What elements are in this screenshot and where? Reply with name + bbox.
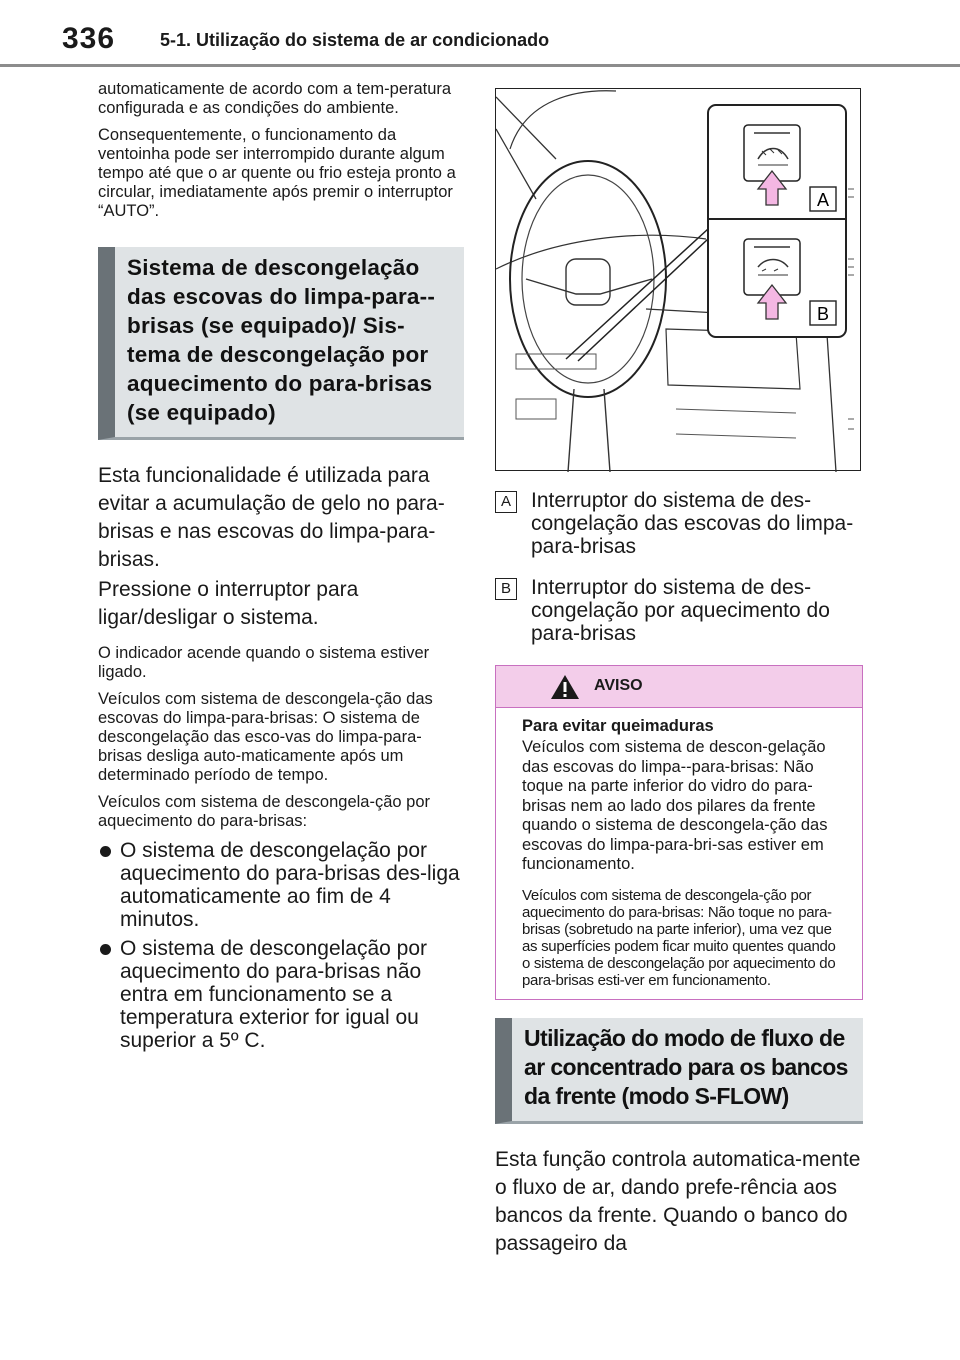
- section-heading-2: Utilização do modo de fluxo de ar concentrado para os bancos da frente (modo S-FLOW): [524, 1024, 848, 1109]
- body-paragraph-s-flow: Esta função controla automatica-mente o fluxo de ar, dando prefe-rência aos bancos da frente. Quando o banco do passageiro da: [495, 1147, 861, 1255]
- legend-text-b: Interruptor do sistema de des-congelação por aquecimento do para-brisas: [531, 576, 830, 645]
- section-heading-box: [98, 247, 464, 440]
- warning-box: [495, 665, 863, 1000]
- callout-label-a: A: [816, 190, 830, 210]
- page-number: 336: [62, 22, 116, 55]
- warning-body: [496, 708, 862, 999]
- section-heading-box-2: [495, 1018, 863, 1124]
- note-wiper-deicer: Veículos com sistema de descongela-ção das escovas do limpa-para-brisas: O sistema de descongelação das esco-vas do limpa-para-brisas desliga auto-maticamente após um determinado período de tempo.: [98, 690, 433, 784]
- bullet-dot-icon: [100, 846, 111, 857]
- bullet-dot-icon: [100, 944, 111, 955]
- list-item: O sistema de descongelação por aquecimento do para-brisas des-liga automaticamente ao fim de 4 minutos.: [98, 839, 464, 931]
- list-item: O sistema de descongelação por aquecimento do para-brisas não entra em funcionamento se a temperatura exterior for igual ou superior a 5º C.: [98, 937, 464, 1052]
- legend-text-a: Interruptor do sistema de des-congelação das escovas do limpa-para-brisas: [531, 489, 854, 558]
- warning-label: AVISO: [594, 677, 643, 694]
- body-paragraph-1: Esta funcionalidade é utilizada para evitar a acumulação de gelo no para-brisas e nas escovas do limpa-para-brisas.: [98, 464, 445, 571]
- legend-item-a: [495, 489, 863, 558]
- intro-paragraph-1: automaticamente de acordo com a tem-peratura configurada e as condições do ambiente.: [98, 80, 452, 117]
- header-divider: [0, 64, 960, 67]
- note-indicator: O indicador acende quando o sistema estiver ligado.: [98, 644, 430, 681]
- intro-paragraph-2: Consequentemente, o funcionamento da ventoinha pode ser interrompido durante algum tempo até que o ar quente ou frio esteja pronto a circular, imediatamente após premir o interruptor “AUTO”.: [98, 126, 456, 220]
- warning-paragraph-2: Veículos com sistema de descongela-ção por aquecimento do para-brisas: Não toque no para-brisas (sobretudo na parte inferior), uma vez que as superfícies podem ficar muito quentes quando o sistema de descongelação por aquecimento do para-brisas esti-ver em funcionamento.: [522, 886, 836, 989]
- legend-letter-b: B: [495, 578, 517, 600]
- legend-item-b: [495, 576, 863, 645]
- body-paragraph-2: Pressione o interruptor para ligar/desligar o sistema.: [98, 578, 359, 629]
- dashboard-drawing: [496, 89, 862, 472]
- section-title: 5-1. Utilização do sistema de ar condicionado: [160, 30, 550, 50]
- section-heading: Sistema de descongelação das escovas do limpa-para--brisas (se equipado)/ Sis-tema de descongelação por aquecimento do para-brisas (se equipado): [127, 255, 436, 425]
- warning-header: [496, 666, 862, 708]
- right-column: [495, 88, 863, 1258]
- page-header: [0, 0, 960, 70]
- note-windshield-deicer: Veículos com sistema de descongela-ção por aquecimento do para-brisas:: [98, 793, 431, 830]
- left-column: [98, 80, 464, 1058]
- legend-letter-a: A: [495, 491, 517, 513]
- bullet-list: [98, 839, 464, 1052]
- warning-triangle-icon: [550, 674, 580, 700]
- dashboard-illustration: [495, 88, 861, 471]
- callout-label-b: B: [816, 304, 830, 324]
- warning-paragraph-1: Veículos com sistema de descon-gelação das escovas do limpa--para-brisas: Não toque na parte inferior do vidro do para-brisas nem ao lado dos pilares da frente quando o sistema de descongela-ção das escovas do limpa-para-bri-sas estiver em funcionamento.: [522, 738, 828, 873]
- warning-title: Para evitar queimaduras: [522, 717, 714, 735]
